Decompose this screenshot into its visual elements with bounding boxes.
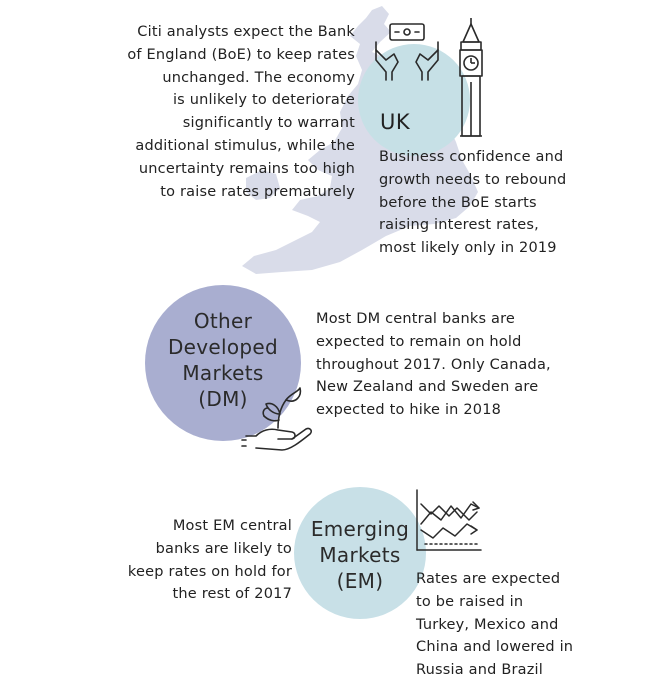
text-line: throughout 2017. Only Canada,	[316, 356, 551, 373]
label-line: Developed	[167, 335, 279, 359]
text-line: Most DM central banks are	[316, 311, 516, 327]
text-line: Most EM central	[172, 518, 292, 534]
uk-label: UK	[380, 110, 411, 134]
text-line: expected to hike in 2018	[316, 402, 502, 419]
text-line: raising interest rates,	[379, 217, 539, 234]
label-line: (EM)	[336, 569, 384, 593]
em-right-text	[416, 568, 646, 682]
money-hands-icon	[372, 22, 442, 82]
label-line: Markets	[319, 543, 401, 567]
text-line: expected to remain on hold	[316, 333, 522, 350]
text-line: to raise rates prematurely	[160, 183, 355, 200]
text-line: to be raised in	[416, 593, 524, 610]
text-line: additional stimulus, while the	[135, 137, 355, 154]
text-line: is unlikely to deteriorate	[172, 92, 355, 109]
text-line: Russia and Brazil	[416, 662, 543, 679]
text-line: New Zealand and Sweden are	[316, 379, 539, 396]
dm-text	[316, 308, 616, 422]
label-line: Emerging	[310, 517, 410, 541]
text-line: Turkey, Mexico and	[416, 616, 559, 633]
uk-left-text	[90, 21, 355, 203]
text-line: Citi analysts expect the Bank	[137, 24, 355, 40]
plant-hand-icon	[238, 384, 318, 456]
text-line: keep rates on hold for	[127, 563, 292, 580]
text-line: significantly to warrant	[182, 115, 355, 132]
text-line: unchanged. The economy	[162, 69, 355, 86]
text-line: Business confidence and	[379, 149, 564, 165]
label-line: Markets	[182, 361, 264, 385]
label-line: Other	[193, 309, 253, 333]
crossing-lines-chart-icon	[413, 490, 485, 556]
text-line: Rates are expected	[416, 571, 561, 587]
em-label	[294, 516, 426, 594]
text-line: uncertainty remains too high	[138, 160, 355, 177]
text-line: China and lowered in	[416, 639, 574, 656]
label-line: (DM)	[198, 387, 248, 411]
em-left-text	[90, 515, 292, 606]
text-line: most likely only in 2019	[379, 240, 557, 257]
text-line: growth needs to rebound	[379, 171, 567, 188]
text-line: the rest of 2017	[172, 586, 292, 603]
big-ben-icon	[456, 18, 486, 138]
text-line: of England (BoE) to keep rates	[127, 46, 355, 63]
text-line: banks are likely to	[155, 540, 292, 557]
text-line: before the BoE starts	[379, 194, 537, 211]
uk-right-text	[379, 146, 639, 260]
